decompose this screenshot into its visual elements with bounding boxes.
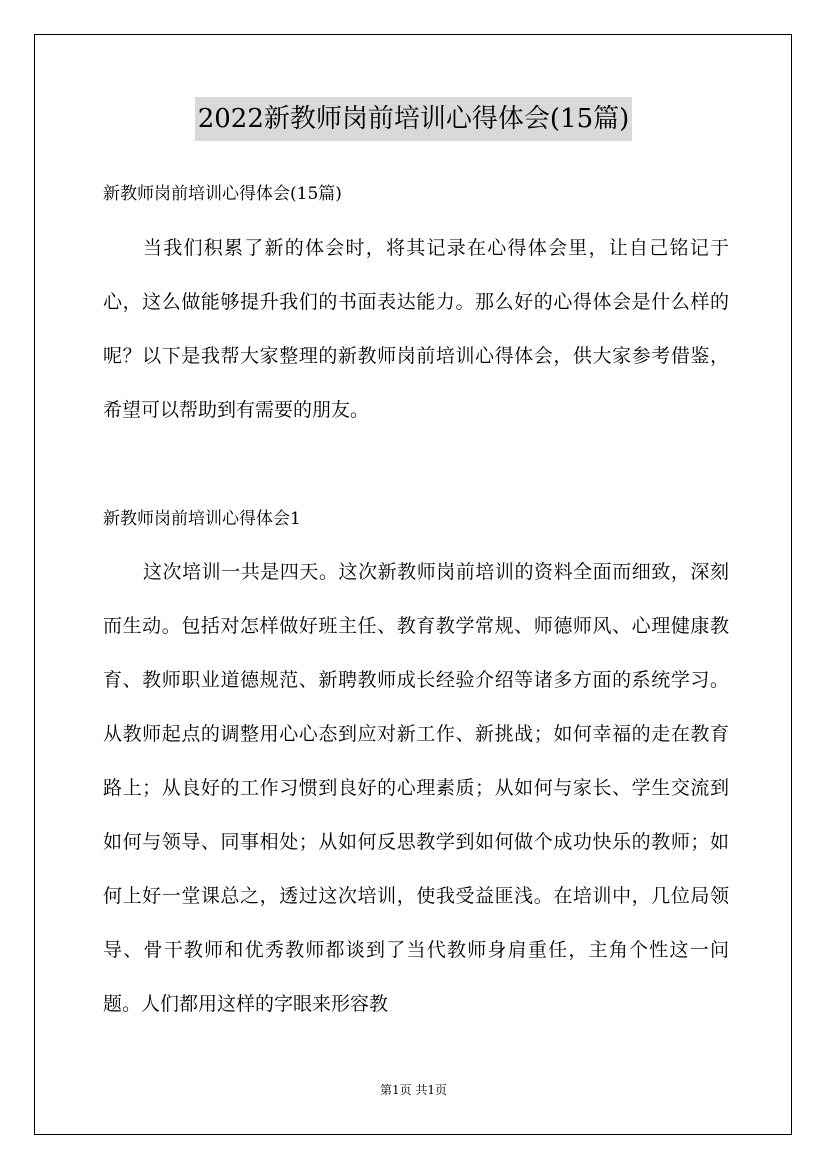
section-paragraph: 这次培训一共是四天。这次新教师岗前培训的资料全面而细致，深刻而生动。包括对怎样做好班主任、教育教学常规、师德师风、心理健康教育、教师职业道德规范、新聘教师成长经验介绍等诸多方面的系统学习。从教师起点的调整用心心态到应对新工作、新挑战；如何幸福的走在教育路上；从良好的工作习惯到良好的心理素质；从如何与家长、学生交流到如何与领导、同事相处；从如何反思教学到如何做个成功快乐的教师；如何上好一堂课总之，透过这次培训，使我受益匪浅。在培训中，几位局领导、骨干教师和优秀教师都谈到了当代教师身肩重任，主角个性这一问题。人们都用这样的字眼来形容教 (103, 561, 729, 1015)
document-subtitle: 新教师岗前培训心得体会(15篇) (103, 184, 342, 204)
section-heading: 新教师岗前培训心得体会1 (103, 509, 301, 529)
intro-paragraph: 当我们积累了新的体会时，将其记录在心得体会里，让自己铭记于心，这么做能够提升我们的书面表达能力。那么好的心得体会是什么样的呢？以下是我帮大家整理的新教师岗前培训心得体会，供大家参考借鉴，希望可以帮助到有需要的朋友。 (103, 237, 729, 421)
title-container (0, 97, 827, 141)
page-footer: 第1页 共1页 (379, 1083, 448, 1097)
document-title: 2022新教师岗前培训心得体会(15篇) (195, 97, 633, 141)
